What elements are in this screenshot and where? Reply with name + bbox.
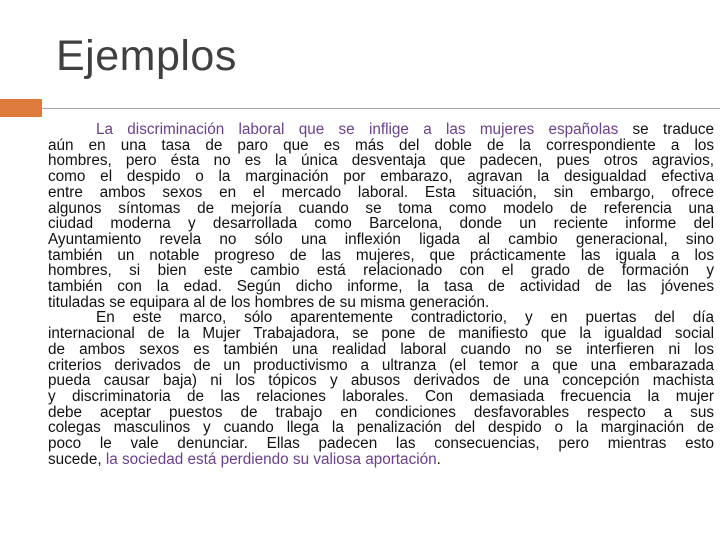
text-segment: colegas masculinos y cuando llega la penalización del despido o la marginación de [48, 419, 714, 437]
text-segment: Ayuntamiento revela no sólo una inflexión ligada al cambio generacional, sino [48, 230, 714, 248]
text-line [48, 185, 714, 201]
text-line [48, 201, 714, 217]
text-line [48, 452, 714, 468]
text-segment: tituladas se equipara al de los hombres de su misma generación. [48, 293, 490, 311]
text-segment: como el despido o la marginación por embarazo, agravan la desigualdad efectiva [48, 168, 714, 186]
text-line [48, 122, 714, 138]
text-line [48, 232, 714, 248]
text-segment: la sociedad está perdiendo su valiosa aportación [105, 450, 437, 468]
title-divider [42, 108, 720, 109]
text-segment: hombres, si bien este cambio está relacionado con el grado de formación y [48, 262, 714, 280]
text-line [48, 405, 714, 421]
text-line [48, 263, 714, 279]
text-line [48, 169, 714, 185]
text-line [48, 342, 714, 358]
text-line [48, 153, 714, 169]
paragraph-2 [48, 310, 714, 467]
text-segment: En este marco, sólo aparentemente contradictorio, y en puertas del día [96, 309, 714, 327]
text-segment: también un notable progreso de las mujeres, que prácticamente las iguala a los [48, 246, 714, 264]
accent-block [0, 99, 42, 117]
text-line [48, 436, 714, 452]
text-segment: aún en una tasa de paro que es más del doble de la correspondiente a los [48, 136, 714, 154]
body-text [48, 122, 714, 467]
text-line [48, 358, 714, 374]
text-segment: pueda causar baja) ni los tópicos y abusos derivados de una concepción machista [48, 372, 714, 390]
text-line [48, 310, 714, 326]
text-segment: algunos síntomas de mejoría cuando se toma como modelo de referencia una [48, 199, 714, 217]
slide-title: Ejemplos [56, 32, 237, 80]
text-segment: también con la edad. Según dicho informe, la tasa de actividad de las jóvenes [48, 278, 714, 296]
text-segment: debe aceptar puestos de trabajo en condiciones desfavorables respecto a sus [48, 403, 714, 421]
paragraph-1 [48, 122, 714, 310]
text-segment: hombres, pero ésta no es la única desventaja que padecen, pues otros agravios, [48, 152, 714, 170]
text-segment: entre ambos sexos en el mercado laboral. Esta situación, sin embargo, ofrece [48, 183, 714, 201]
text-line [48, 138, 714, 154]
text-line [48, 248, 714, 264]
text-line [48, 216, 714, 232]
text-segment: La discriminación laboral que se inflige a las mujeres españolas [96, 121, 619, 138]
text-segment: sucede, [48, 450, 106, 468]
text-line [48, 295, 714, 311]
text-segment: se traduce [618, 121, 714, 138]
text-segment: criterios derivados de un productivismo a ultranza (el temor a que una embarazada [48, 356, 714, 374]
text-line [48, 420, 714, 436]
text-segment: . [436, 450, 441, 468]
text-segment: y discriminatoria de las relaciones laborales. Con demasiada frecuencia la mujer [48, 387, 714, 405]
text-segment: internacional de la Mujer Trabajadora, se pone de manifiesto que la igualdad social [48, 325, 714, 343]
text-line [48, 279, 714, 295]
text-segment: poco le vale denunciar. Ellas padecen las consecuencias, pero mientras esto [48, 435, 714, 453]
text-line [48, 373, 714, 389]
text-segment: ciudad moderna y desarrollada como Barcelona, donde un reciente informe del [48, 215, 714, 233]
text-line [48, 326, 714, 342]
text-line [48, 389, 714, 405]
text-segment: de ambos sexos es también una realidad laboral cuando no se interfieren ni los [48, 340, 714, 358]
